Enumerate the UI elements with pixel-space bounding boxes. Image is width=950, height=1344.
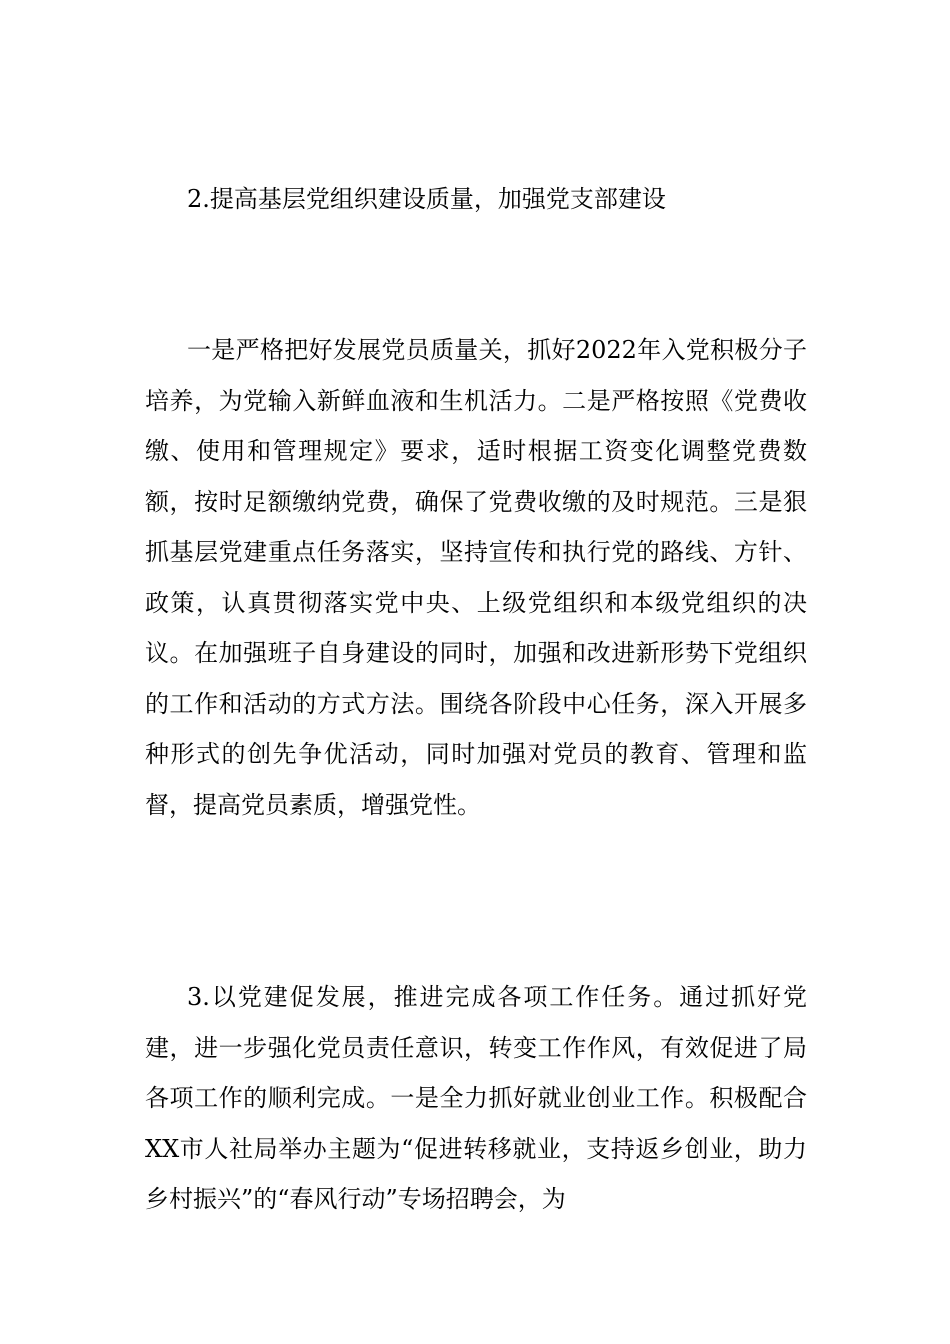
body-paragraph: 一是严格把好发展党员质量关，抓好2022年入党积极分子培养，为党输入新鲜血液和生机活力。二是严格按照《党费收缴、使用和管理规定》要求，适时根据工资变化调整党费数额，按时足额缴纳党费，确保了党费收缴的及时规范。三是狠抓基层党建重点任务落实，坚持宣传和执行党的路线、方针、政策，认真贯彻落实党中央、上级党组织和本级党组织的决议。在加强班子自身建设的同时，加强和改进新形势下党组织的工作和活动的方式方法。围绕各阶段中心任务，深入开展多种形式的创先争优活动，同时加强对党员的教育、管理和监督，提高党员素质，增强党性。 (145, 336, 807, 819)
section-heading: 2.提高基层党组织建设质量，加强党支部建设 (187, 185, 666, 213)
body-paragraph: 3.以党建促发展，推进完成各项工作任务。通过抓好党建，进一步强化党员责任意识，转变工作作风，有效促进了局各项工作的顺利完成。一是全力抓好就业创业工作。积极配合XX市人社局举办主题为“促进转移就业，支持返乡创业，助力乡村振兴”的“春风行动”专场招聘会，为 (145, 983, 807, 1213)
